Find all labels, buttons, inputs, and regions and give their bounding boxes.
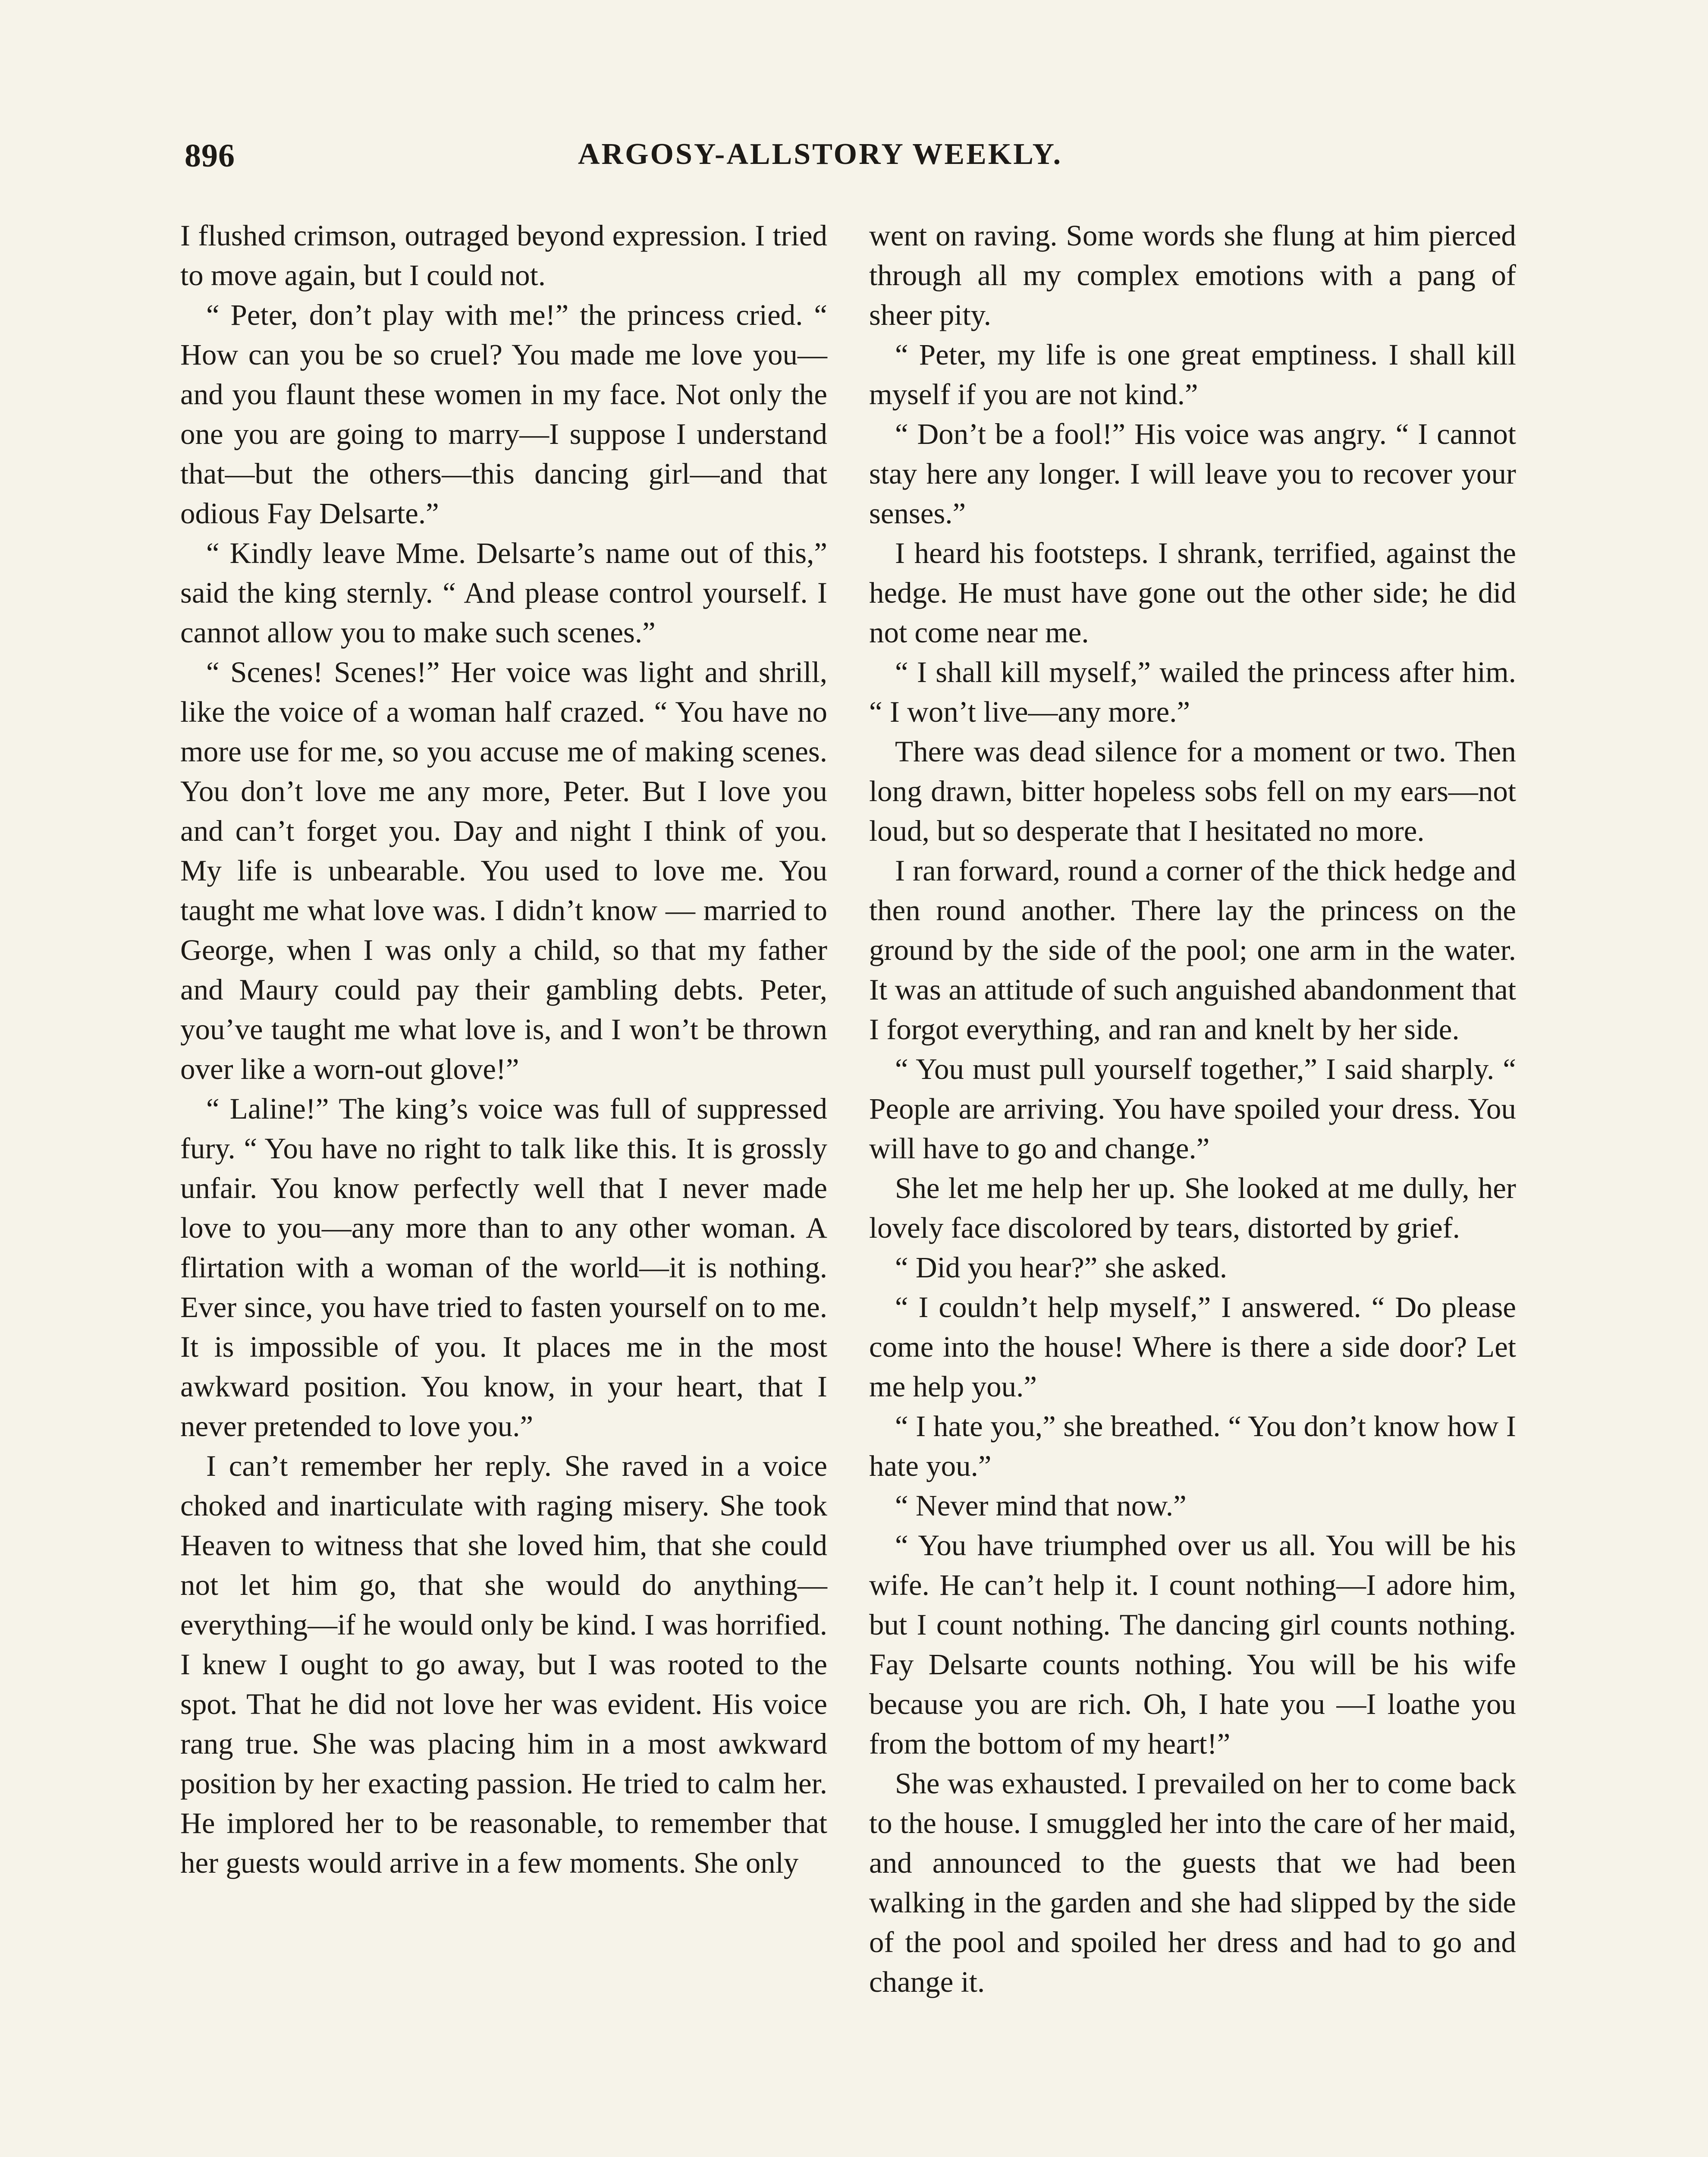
paragraph: “ Kindly leave Mme. Delsarte’s name out of this,” said the king sternly. “ And please control yourself. I cannot allow you to make such scenes.” xyxy=(180,537,827,649)
paragraph: “ Did you hear?” she asked. xyxy=(895,1251,1228,1284)
paragraph: “ Don’t be a fool!” His voice was angry. “ I cannot stay here any longer. I will leave you to recover your senses.” xyxy=(869,418,1516,530)
paragraph: I can’t remember her reply. She raved in a voice choked and inarticulate with raging misery. She took Heaven to witness that she loved him, that she could not let him go, that she would do anything—everything—if he would only be kind. I was horrified. I knew I ought to go away, but I was rooted to the spot. That he did not love her was evident. His voice rang true. She was placing him in a most awkward position by her exacting passion. He tried to calm her. He implored her to be reasonable, to remember that her guests would arrive in a few moments. She only xyxy=(180,1450,827,1879)
paragraph: “ Peter, don’t play with me!” the princess cried. “ How can you be so cruel? You made me love you—and you flaunt these women in my face. Not only the one you are going to marry—I suppose I understand that—but the others—this dancing girl—and that odious Fay Delsarte.” xyxy=(180,299,827,530)
right-column xyxy=(869,216,1516,2002)
paragraph: “ Peter, my life is one great emptiness. I shall kill myself if you are not kind.” xyxy=(869,338,1516,411)
paragraph: There was dead silence for a moment or two. Then long drawn, bitter hopeless sobs fell on my ears—not loud, but so desperate that I hesitated no more. xyxy=(869,735,1516,847)
paragraph: She let me help her up. She looked at me dully, her lovely face discolored by tears, distorted by grief. xyxy=(869,1172,1516,1244)
paragraph: She was exhausted. I prevailed on her to come back to the house. I smuggled her into the care of her maid, and announced to the guests that we had been walking in the garden and she had slipped by the side of the pool and spoiled her dress and had to go and change it. xyxy=(869,1767,1516,1998)
paragraph: “ You have triumphed over us all. You will be his wife. He can’t help it. I count nothing—I adore him, but I count nothing. The dancing girl counts nothing. Fay Delsarte counts nothing. You will be his wife because you are rich. Oh, I hate you —I loathe you from the bottom of my heart!” xyxy=(869,1529,1516,1760)
paragraph: “ Laline!” The king’s voice was full of suppressed fury. “ You have no right to talk like this. It is grossly unfair. You know perfectly well that I never made love to you—any more than to any other woman. A flirtation with a woman of the world—it is nothing. Ever since, you have tried to fasten yourself on to me. It is impossible of you. It places me in the most awkward position. You know, in your heart, that I never pretended to love you.” xyxy=(180,1092,827,1443)
paragraph: I ran forward, round a corner of the thick hedge and then round another. There lay the princess on the ground by the side of the pool; one arm in the water. It was an attitude of such anguished abandonment that I forgot everything, and ran and knelt by her side. xyxy=(869,854,1516,1046)
paragraph: I heard his footsteps. I shrank, terrified, against the hedge. He must have gone out the other side; he did not come near me. xyxy=(869,537,1516,649)
page-number: 896 xyxy=(185,138,235,174)
paragraph: “ Scenes! Scenes!” Her voice was light and shrill, like the voice of a woman half crazed. “ You have no more use for me, so you accuse me of making scenes. You don’t love me any more, Peter. But I love you and can’t forget you. Day and night I think of you. My life is unbearable. You used to love me. You taught me what love was. I didn’t know — married to George, when I was only a child, so that my father and Maury could pay their gambling debts. Peter, you’ve taught me what love is, and I won’t be thrown over like a worn-out glove!” xyxy=(180,656,827,1085)
paragraph: “ Never mind that now.” xyxy=(895,1489,1187,1522)
paragraph-continuation: went on raving. Some words she flung at him pierced through all my complex emotions with a pang of sheer pity. xyxy=(869,219,1516,331)
paragraph: “ I shall kill myself,” wailed the princess after him. “ I won’t live—any more.” xyxy=(869,656,1516,728)
paragraph: “ I hate you,” she breathed. “ You don’t know how I hate you.” xyxy=(869,1410,1516,1482)
paragraph: I flushed crimson, outraged beyond expression. I tried to move again, but I could not. xyxy=(180,219,827,292)
paragraph: “ You must pull yourself together,” I said sharply. “ People are arriving. You have spoiled your dress. You will have to go and change.” xyxy=(869,1053,1516,1165)
left-column xyxy=(180,216,827,1883)
paragraph: “ I couldn’t help myself,” I answered. “ Do please come into the house! Where is there a side door? Let me help you.” xyxy=(869,1291,1516,1403)
running-head: ARGOSY-ALLSTORY WEEKLY. xyxy=(578,138,1063,171)
